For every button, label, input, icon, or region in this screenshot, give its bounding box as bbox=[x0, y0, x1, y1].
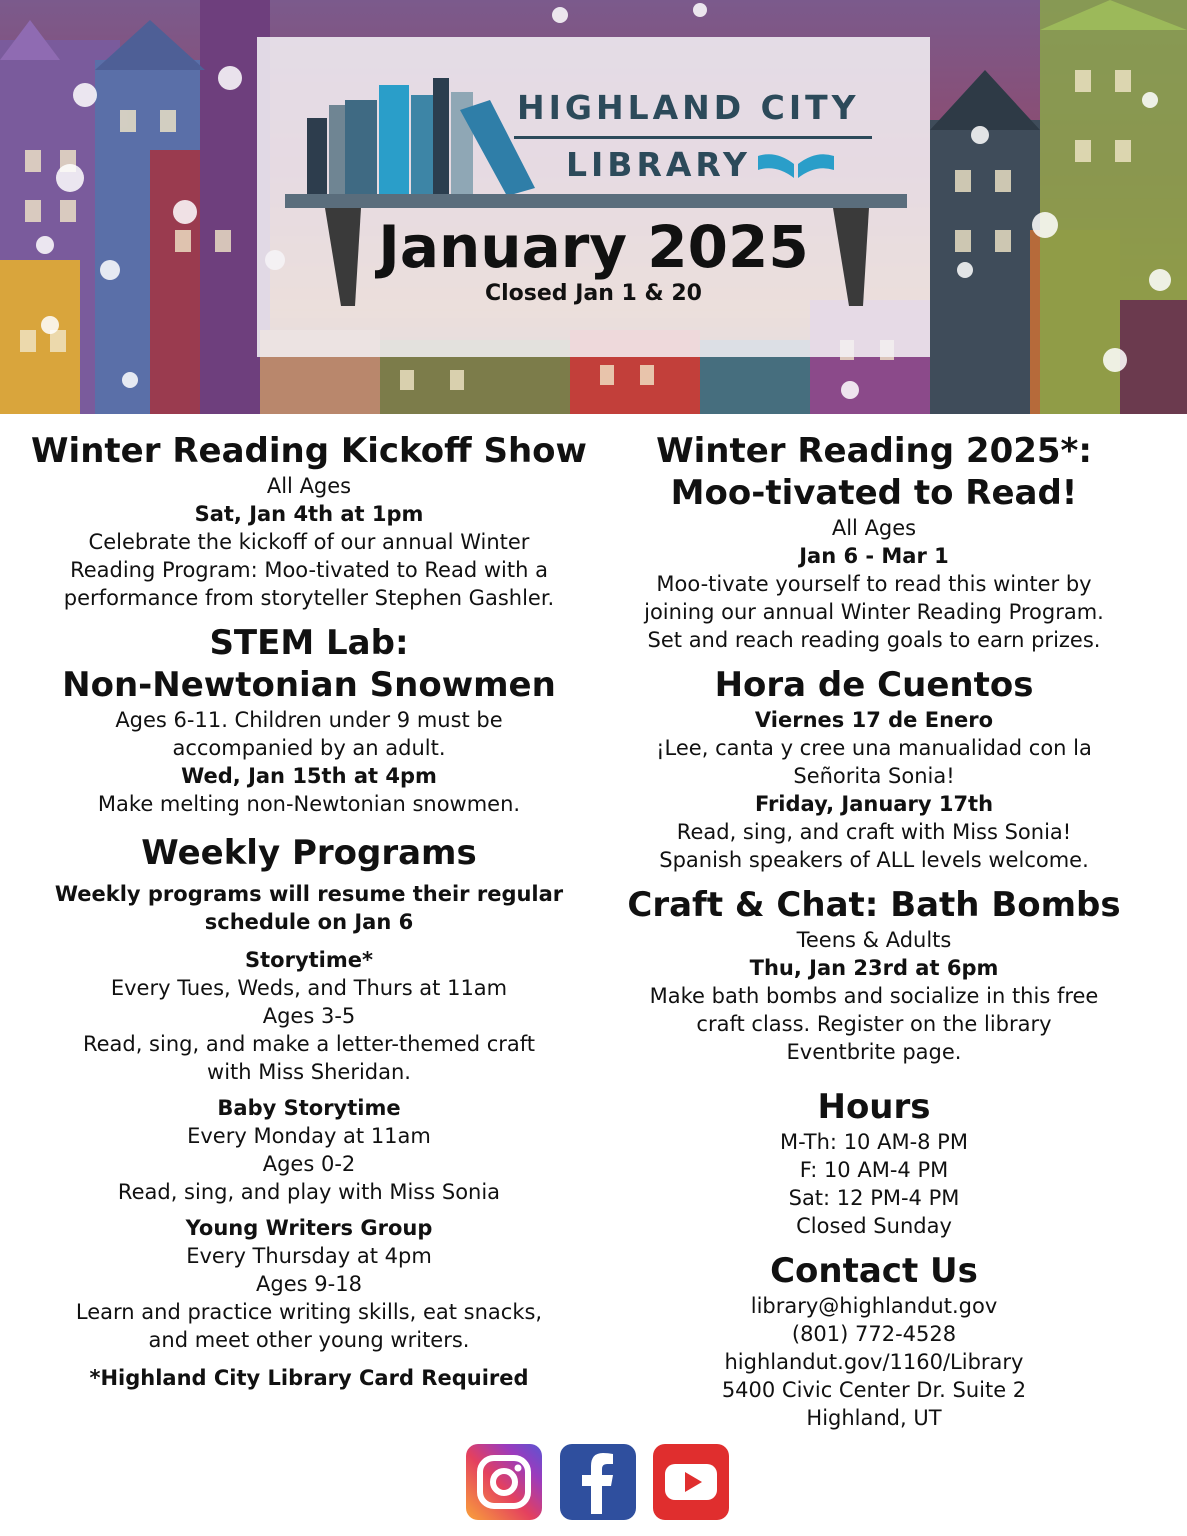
event-date: Jan 6 - Mar 1 bbox=[799, 544, 949, 568]
instagram-icon[interactable] bbox=[466, 1444, 542, 1520]
page-title: January 2025 bbox=[378, 213, 809, 281]
section-title: Hours bbox=[817, 1087, 931, 1127]
library-hours bbox=[600, 1086, 1148, 1240]
event-description-spanish: ¡Lee, canta y cree una manualidad con la bbox=[656, 736, 1092, 760]
library-name-line2: LIBRARY bbox=[566, 145, 751, 184]
contact-phone[interactable]: (801) 772-4528 bbox=[791, 1322, 957, 1346]
hours-line: M-Th: 10 AM-8 PM bbox=[780, 1130, 968, 1154]
program-description: Learn and practice writing skills, eat snacks, bbox=[75, 1300, 543, 1324]
event-description: joining our annual Winter Reading Program. bbox=[644, 600, 1104, 624]
event-description: Set and reach reading goals to earn prizes. bbox=[647, 628, 1101, 652]
program-ages: Ages 9-18 bbox=[256, 1272, 362, 1296]
event-description: Moo-tivate yourself to read this winter by bbox=[656, 572, 1092, 596]
program-description: with Miss Sheridan. bbox=[207, 1060, 411, 1084]
program-description: Read, sing, and make a letter-themed craft bbox=[82, 1032, 536, 1056]
program-title: Baby Storytime bbox=[217, 1096, 401, 1120]
event-date: Thu, Jan 23rd at 6pm bbox=[749, 956, 999, 980]
event-date: Wed, Jan 15th at 4pm bbox=[181, 764, 437, 788]
event-title: Moo-tivated to Read! bbox=[670, 473, 1078, 513]
hours-line: Sat: 12 PM-4 PM bbox=[788, 1186, 960, 1210]
program-schedule: Every Monday at 11am bbox=[187, 1124, 431, 1148]
logo-divider bbox=[514, 136, 872, 139]
youtube-icon[interactable] bbox=[653, 1444, 729, 1520]
program-description: and meet other young writers. bbox=[148, 1328, 470, 1352]
event-title: Craft & Chat: Bath Bombs bbox=[627, 885, 1121, 925]
open-book-icon bbox=[756, 150, 836, 180]
facebook-icon[interactable] bbox=[560, 1444, 636, 1520]
event-description: Make bath bombs and socialize in this free bbox=[649, 984, 1099, 1008]
event-title: Hora de Cuentos bbox=[714, 665, 1034, 705]
program-schedule: Every Tues, Weds, and Thurs at 11am bbox=[110, 976, 508, 1000]
winter-reading-event bbox=[600, 430, 1148, 654]
event-description-spanish: Señorita Sonia! bbox=[793, 764, 955, 788]
schedule-note: schedule on Jan 6 bbox=[204, 910, 414, 934]
event-title: Winter Reading Kickoff Show bbox=[31, 431, 587, 471]
program-description: Read, sing, and play with Miss Sonia bbox=[117, 1180, 501, 1204]
event-audience: Ages 6-11. Children under 9 must be bbox=[115, 708, 503, 732]
event-audience: Teens & Adults bbox=[796, 928, 952, 952]
event-audience: All Ages bbox=[266, 474, 352, 498]
contact-address: 5400 Civic Center Dr. Suite 2 bbox=[721, 1378, 1027, 1402]
event-description: Make melting non-Newtonian snowmen. bbox=[97, 792, 521, 816]
library-name-line1: HIGHLAND CITY bbox=[517, 88, 860, 127]
section-title: Weekly Programs bbox=[141, 833, 477, 873]
event-audience: accompanied by an adult. bbox=[172, 736, 446, 760]
event-date: Friday, January 17th bbox=[754, 792, 994, 816]
contact-info bbox=[600, 1250, 1148, 1432]
craft-and-chat-event bbox=[600, 884, 1148, 1066]
left-column bbox=[14, 430, 604, 1392]
card-required-footnote: *Highland City Library Card Required bbox=[89, 1366, 529, 1390]
event-title: STEM Lab: bbox=[209, 623, 409, 663]
event-description: Reading Program: Moo-tivated to Read with a bbox=[70, 558, 548, 582]
stem-lab-event bbox=[14, 622, 604, 818]
event-description: Read, sing, and craft with Miss Sonia! bbox=[676, 820, 1072, 844]
program-schedule: Every Thursday at 4pm bbox=[186, 1244, 432, 1268]
hora-de-cuentos-event bbox=[600, 664, 1148, 874]
event-description: craft class. Register on the library bbox=[696, 1012, 1052, 1036]
hours-line: Closed Sunday bbox=[796, 1214, 952, 1238]
event-date-spanish: Viernes 17 de Enero bbox=[754, 708, 994, 732]
event-date: Sat, Jan 4th at 1pm bbox=[194, 502, 424, 526]
program-title: Storytime* bbox=[245, 948, 373, 972]
contact-website[interactable]: highlandut.gov/1160/Library bbox=[724, 1350, 1024, 1374]
program-title: Young Writers Group bbox=[185, 1216, 433, 1240]
event-title: Winter Reading 2025*: bbox=[656, 431, 1092, 471]
kickoff-event bbox=[14, 430, 604, 612]
program-ages: Ages 3-5 bbox=[262, 1004, 356, 1028]
event-description: performance from storyteller Stephen Gashler. bbox=[63, 586, 555, 610]
event-description: Eventbrite page. bbox=[786, 1040, 962, 1064]
weekly-programs bbox=[14, 832, 604, 1392]
event-title: Non-Newtonian Snowmen bbox=[62, 665, 556, 705]
program-ages: Ages 0-2 bbox=[262, 1152, 356, 1176]
schedule-note: Weekly programs will resume their regular bbox=[54, 882, 564, 906]
closure-notice: Closed Jan 1 & 20 bbox=[484, 281, 702, 306]
section-title: Contact Us bbox=[770, 1251, 978, 1291]
event-description: Spanish speakers of ALL levels welcome. bbox=[659, 848, 1089, 872]
right-column bbox=[600, 430, 1148, 1432]
hours-line: F: 10 AM-4 PM bbox=[799, 1158, 949, 1182]
event-description: Celebrate the kickoff of our annual Winter bbox=[88, 530, 530, 554]
contact-email[interactable]: library@highlandut.gov bbox=[750, 1294, 998, 1318]
header-banner bbox=[0, 0, 1187, 414]
contact-city: Highland, UT bbox=[806, 1406, 942, 1430]
event-audience: All Ages bbox=[831, 516, 917, 540]
